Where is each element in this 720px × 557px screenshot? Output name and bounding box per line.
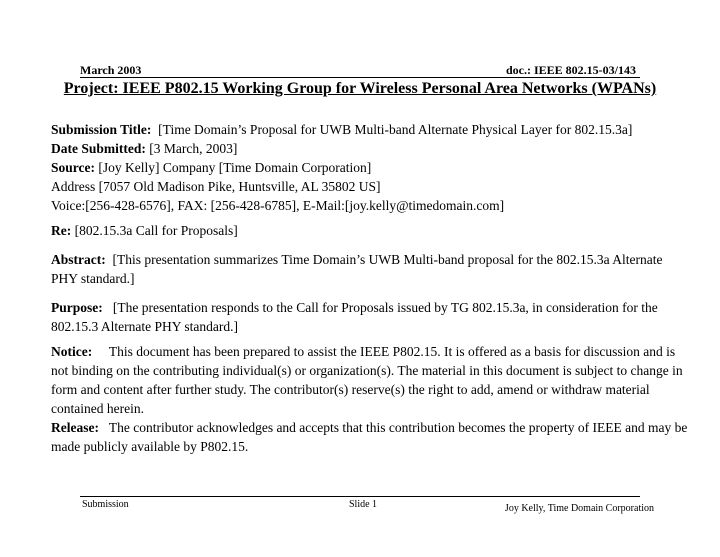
header-date: March 2003	[80, 63, 142, 77]
footer-submission: Submission	[82, 499, 129, 510]
re-line	[51, 221, 691, 240]
footer-author: Joy Kelly, Time Domain Corporation	[504, 503, 654, 514]
abstract-line	[51, 250, 691, 288]
source-address: Address [7057 Old Madison Pike, Huntsville, AL 35802 US]	[51, 179, 381, 194]
source-line	[51, 158, 691, 177]
submission-title-label: Submission Title:	[51, 122, 152, 137]
source-value: [Joy Kelly] Company [Time Domain Corporation]	[98, 160, 372, 175]
source-label: Source:	[51, 160, 95, 175]
re-value: [802.15.3a Call for Proposals]	[74, 223, 238, 238]
purpose-value: [The presentation responds to the Call for Proposals issued by TG 802.15.3a, in consideration for the 802.15.3 Alternate PHY standard.]	[51, 300, 658, 334]
release-value: The contributor acknowledges and accepts that this contribution becomes the property of IEEE and may be made publicly available by P802.15.	[51, 420, 688, 454]
abstract-value: [This presentation summarizes Time Domain’s UWB Multi-band proposal for the 802.15.3a Alternate PHY standard.]	[51, 252, 663, 286]
purpose-label: Purpose:	[51, 300, 103, 315]
date-submitted-line	[51, 139, 691, 158]
date-submitted-value: [3 March, 2003]	[149, 141, 238, 156]
purpose-line	[51, 298, 691, 336]
source-contact: Voice:[256-428-6576], FAX: [256-428-6785], E-Mail:[joy.kelly@timedomain.com]	[51, 198, 505, 213]
re-label: Re:	[51, 223, 72, 238]
document-body	[51, 120, 691, 456]
footer-slide-number: Slide 1	[349, 499, 378, 510]
submission-title-line	[51, 120, 691, 139]
submission-title-value: [Time Domain’s Proposal for UWB Multi-band Alternate Physical Layer for 802.15.3a]	[158, 122, 633, 137]
footer-rule	[80, 496, 640, 497]
release-label: Release:	[51, 420, 99, 435]
header-doc-id: doc.: IEEE 802.15-03/143	[505, 63, 636, 77]
notice-label: Notice:	[51, 344, 93, 359]
notice-line	[51, 342, 691, 418]
header-rule	[80, 77, 640, 78]
abstract-label: Abstract:	[51, 252, 106, 267]
release-line	[51, 418, 691, 456]
notice-value: This document has been prepared to assist the IEEE P802.15. It is offered as a basis for discussion and is not binding on the contributing individual(s) or organization(s). The material in this document is subject to change in form and content after further study. The contributor(s) reserve(s) the right to add, amend or withdraw material contained herein.	[51, 344, 683, 416]
page-title: Project: IEEE P802.15 Working Group for Wireless Personal Area Networks (WPANs)	[63, 80, 657, 97]
date-submitted-label: Date Submitted:	[51, 141, 146, 156]
